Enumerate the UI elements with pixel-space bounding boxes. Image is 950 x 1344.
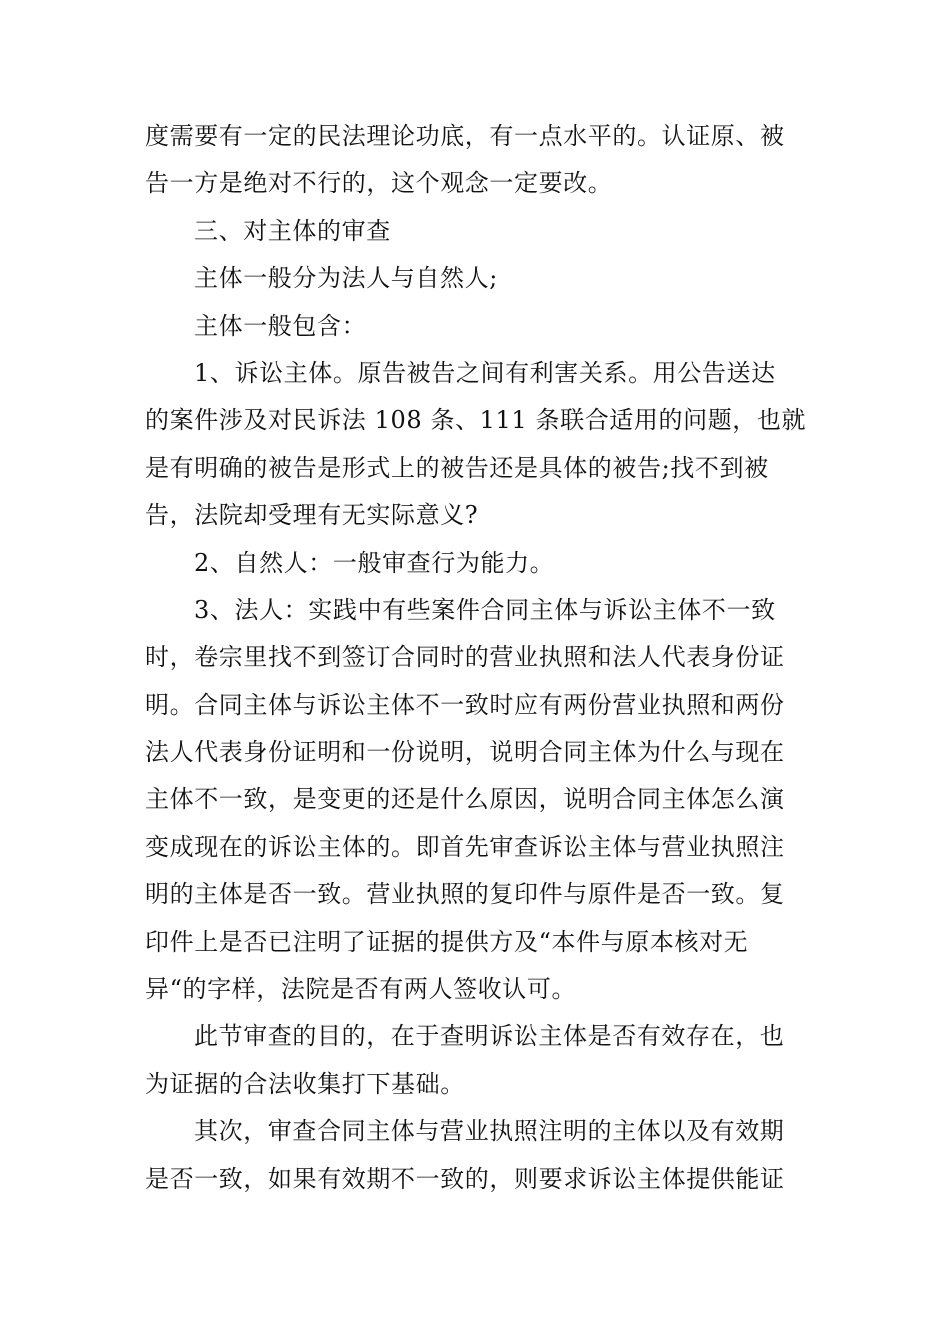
text-line: 印件上是否已注明了证据的提供方及“本件与原本核对无 bbox=[145, 927, 749, 956]
text-line: 主体不一致，是变更的还是什么原因，说明合同主体怎么演 bbox=[145, 785, 785, 814]
document-body bbox=[145, 113, 810, 1203]
section-heading: 三、对主体的审查 bbox=[194, 216, 391, 245]
list-item-2: 2、自然人：一般审查行为能力。 bbox=[194, 548, 555, 577]
text-line: 是否一致，如果有效期不一致的，则要求诉讼主体提供能证 bbox=[145, 1164, 785, 1193]
text-line: 度需要有一定的民法理论功底，有一点水平的。认证原、被 bbox=[145, 122, 785, 150]
text-line: 告，法院却受理有无实际意义? bbox=[145, 501, 479, 530]
list-item-1: 1、诉讼主体。原告被告之间有利害关系。用公告送达 bbox=[194, 358, 776, 387]
text-line: 法人代表身份证明和一份说明，说明合同主体为什么与现在 bbox=[145, 738, 785, 767]
text-line: 主体一般分为法人与自然人; bbox=[194, 264, 498, 293]
text-line: 明的主体是否一致。营业执照的复印件与原件是否一致。复 bbox=[145, 880, 785, 909]
text-line: 变成现在的诉讼主体的。即首先审查诉讼主体与营业执照注 bbox=[145, 832, 785, 861]
text-line: 明。合同主体与诉讼主体不一致时应有两份营业执照和两份 bbox=[145, 690, 785, 719]
text-line: 为证据的合法收集打下基础。 bbox=[145, 1069, 465, 1098]
text-line: 告一方是绝对不行的，这个观念一定要改。 bbox=[145, 169, 613, 198]
list-item-3: 3、法人：实践中有些案件合同主体与诉讼主体不一致 bbox=[194, 595, 776, 624]
text-line: 主体一般包含： bbox=[194, 311, 367, 340]
text-line: 异“的字样，法院是否有两人签收认可。 bbox=[145, 975, 577, 1004]
text-line: 时，卷宗里找不到签订合同时的营业执照和法人代表身份证 bbox=[145, 643, 785, 672]
text-line: 此节审查的目的，在于查明诉讼主体是否有效存在，也 bbox=[194, 1022, 785, 1051]
text-line: 其次，审查合同主体与营业执照注明的主体以及有效期 bbox=[194, 1117, 785, 1146]
text-line: 的案件涉及对民诉法 108 条、111 条联合适用的问题，也就 bbox=[145, 406, 807, 435]
text-line: 是有明确的被告是形式上的被告还是具体的被告;找不到被 bbox=[145, 453, 769, 482]
